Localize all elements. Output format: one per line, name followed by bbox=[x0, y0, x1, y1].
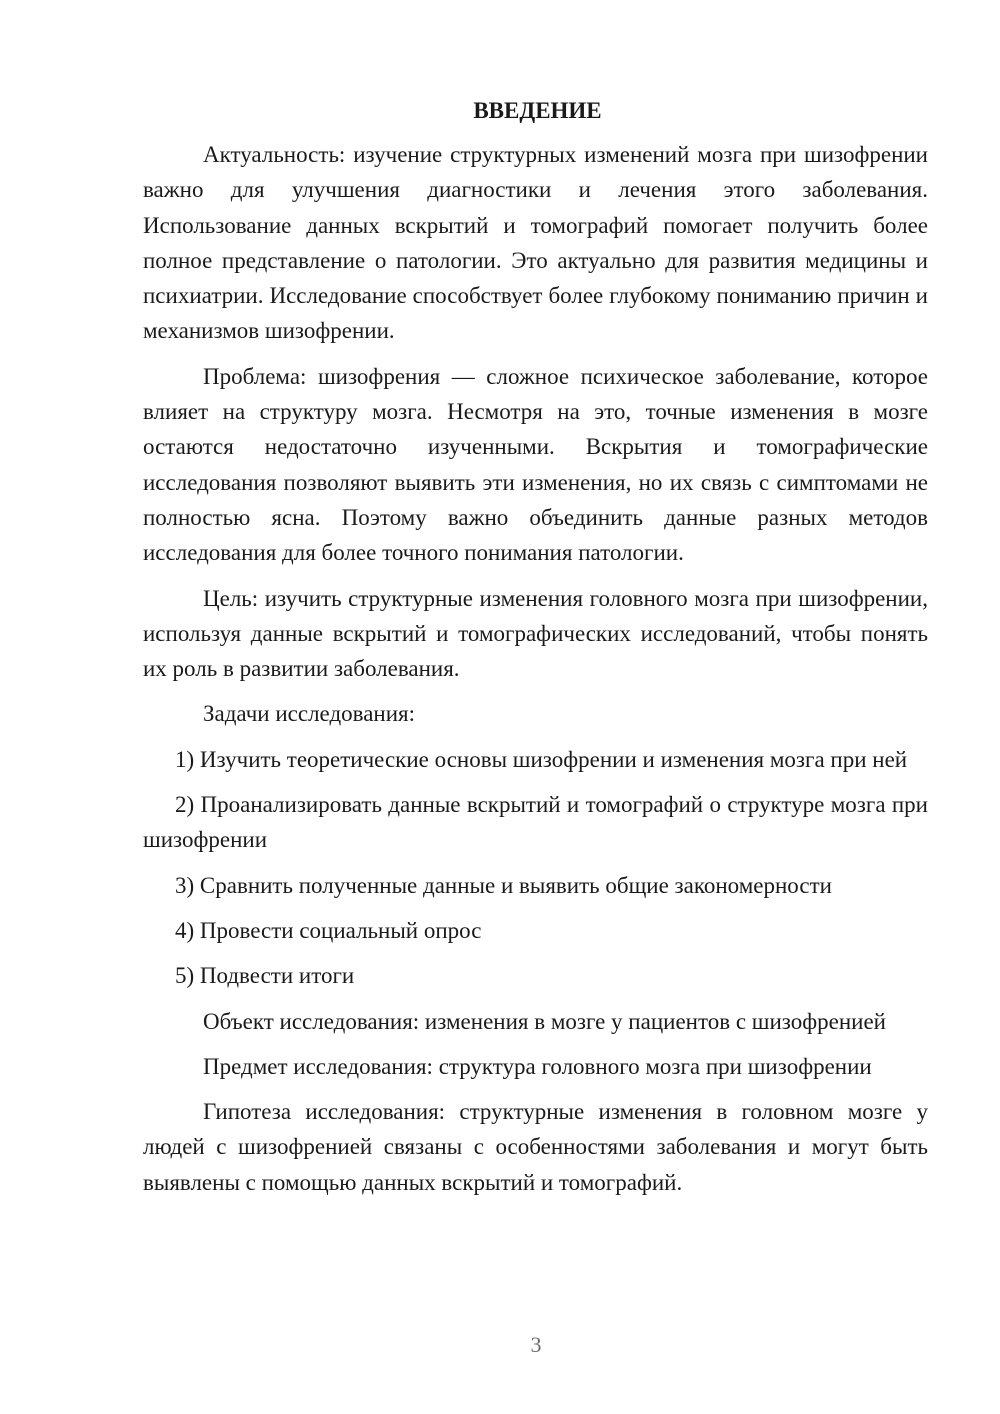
paragraph-subject: Предмет исследования: структура головного мозга при шизофрении bbox=[203, 1053, 872, 1079]
paragraph-goal: Цель: изучить структурные изменения головного мозга при шизофрении, используя данные вскрытий и томографических исследований, чтобы понять их роль в развитии заболевания. bbox=[143, 585, 928, 682]
page-number: 3 bbox=[530, 1332, 542, 1357]
task-item-3: 3) Сравнить полученные данные и выявить общие закономерности bbox=[175, 872, 832, 898]
paragraph-object: Объект исследования: изменения в мозге у пациентов с шизофренией bbox=[203, 1008, 886, 1034]
tasks-heading: Задачи исследования: bbox=[203, 701, 416, 727]
paragraph-problem: Проблема: шизофрения — сложное психическое заболевание, которое влияет на структуру мозга. Несмотря на это, точные изменения в мозге остаются недостаточно изученными. Вскрытия и томографические исследования позволяют выявить эти изменения, но их связь с симптомами не полностью ясна. Поэтому важно объединить данные разных методов исследования для более точного понимания патологии. bbox=[143, 363, 928, 566]
paragraph-relevance: Актуальность: изучение структурных изменений мозга при шизофрении важно для улучшения диагностики и лечения этого заболевания. Использование данных вскрытий и томографий помогает получить более полное представление о патологии. Это актуально для развития медицины и психиатрии. Исследование способствует более глубокому пониманию причин и механизмов шизофрении. bbox=[143, 142, 928, 344]
page-content bbox=[143, 93, 928, 1210]
task-item-2: 2) Проанализировать данные вскрытий и томографий о структуре мозга при шизофрении bbox=[143, 792, 928, 853]
task-item-5: 5) Подвести итоги bbox=[175, 963, 355, 989]
page-title: ВВЕДЕНИЕ bbox=[473, 98, 602, 123]
task-item-1: 1) Изучить теоретические основы шизофрении и изменения мозга при ней bbox=[175, 746, 908, 772]
task-item-4: 4) Провести социальный опрос bbox=[175, 917, 482, 943]
paragraph-hypothesis: Гипотеза исследования: структурные изменения в головном мозге у людей с шизофренией связаны с особенностями заболевания и могут быть выявлены с помощью данных вскрытий и томографий. bbox=[143, 1099, 928, 1195]
